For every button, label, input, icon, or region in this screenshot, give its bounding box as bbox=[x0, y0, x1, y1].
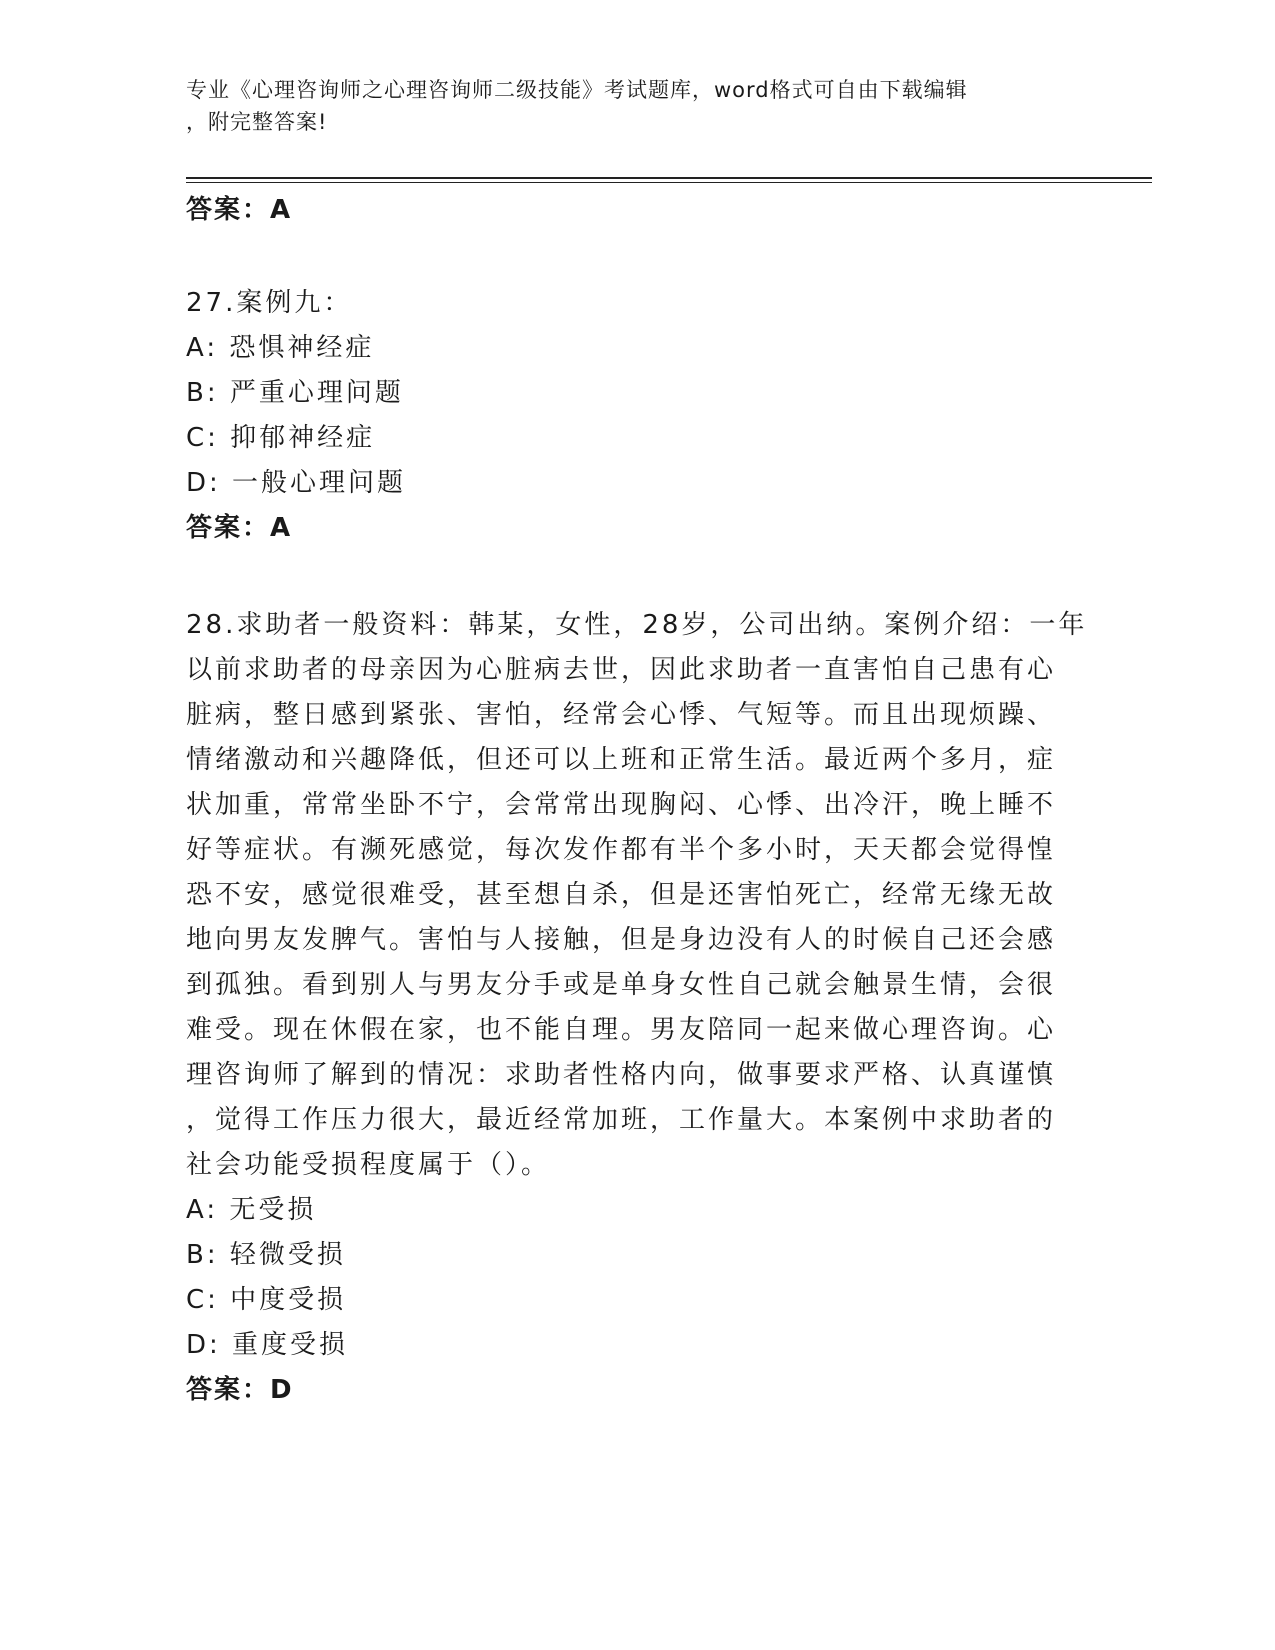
stem-line: 28.求助者一般资料：韩某，女性，28岁，公司出纳。案例介绍：一年 bbox=[186, 610, 1088, 640]
stem-line: 难受。现在休假在家，也不能自理。男友陪同一起来做心理咨询。心 bbox=[186, 1015, 1057, 1045]
option-c: C: 中度受损 bbox=[186, 1285, 347, 1315]
previous-answer: 答案：A bbox=[186, 195, 293, 225]
option-b: B: 轻微受损 bbox=[186, 1240, 346, 1270]
option-a: A: 无受损 bbox=[186, 1195, 317, 1225]
header-line-1: 专业《心理咨询师之心理咨询师二级技能》考试题库，word格式可自由下载编辑 bbox=[186, 78, 968, 102]
header-line-2: ，附完整答案! bbox=[186, 110, 328, 134]
stem-line: 恐不安，感觉很难受，甚至想自杀，但是还害怕死亡，经常无缘无故 bbox=[186, 880, 1057, 910]
stem-line: 社会功能受损程度属于（）。 bbox=[186, 1150, 551, 1180]
stem-line: 脏病，整日感到紧张、害怕，经常会心悸、气短等。而且出现烦躁、 bbox=[186, 700, 1057, 730]
stem-line: 情绪激动和兴趣降低，但还可以上班和正常生活。最近两个多月，症 bbox=[186, 745, 1057, 775]
stem-line: 状加重，常常坐卧不宁，会常常出现胸闷、心悸、出冷汗，晚上睡不 bbox=[186, 790, 1057, 820]
answer-label: 答案：D bbox=[186, 1375, 294, 1405]
option-b: B: 严重心理问题 bbox=[186, 378, 404, 408]
option-d: D: 重度受损 bbox=[186, 1330, 349, 1360]
stem-line: 好等症状。有濒死感觉，每次发作都有半个多小时，天天都会觉得惶 bbox=[186, 835, 1057, 865]
header-rule-thick bbox=[186, 177, 1152, 179]
question-27 bbox=[186, 281, 1066, 551]
option-a: A: 恐惧神经症 bbox=[186, 333, 375, 363]
stem-line: 到孤独。看到别人与男友分手或是单身女性自己就会触景生情，会很 bbox=[186, 970, 1057, 1000]
page-header bbox=[186, 74, 1066, 138]
option-d: D: 一般心理问题 bbox=[186, 468, 407, 498]
option-c: C: 抑郁神经症 bbox=[186, 423, 376, 453]
stem-line: 地向男友发脾气。害怕与人接触，但是身边没有人的时候自己还会感 bbox=[186, 925, 1057, 955]
header-rule-thin bbox=[186, 182, 1152, 183]
stem-line: 理咨询师了解到的情况：求助者性格内向，做事要求严格、认真谨慎 bbox=[186, 1060, 1057, 1090]
stem-line: ，觉得工作压力很大，最近经常加班，工作量大。本案例中求助者的 bbox=[186, 1105, 1057, 1135]
question-28 bbox=[186, 603, 1088, 1413]
question-stem: 27.案例九： bbox=[186, 288, 353, 318]
stem-line: 以前求助者的母亲因为心脏病去世，因此求助者一直害怕自己患有心 bbox=[186, 655, 1057, 685]
answer-label: 答案：A bbox=[186, 513, 293, 543]
document-body bbox=[186, 188, 1088, 1413]
